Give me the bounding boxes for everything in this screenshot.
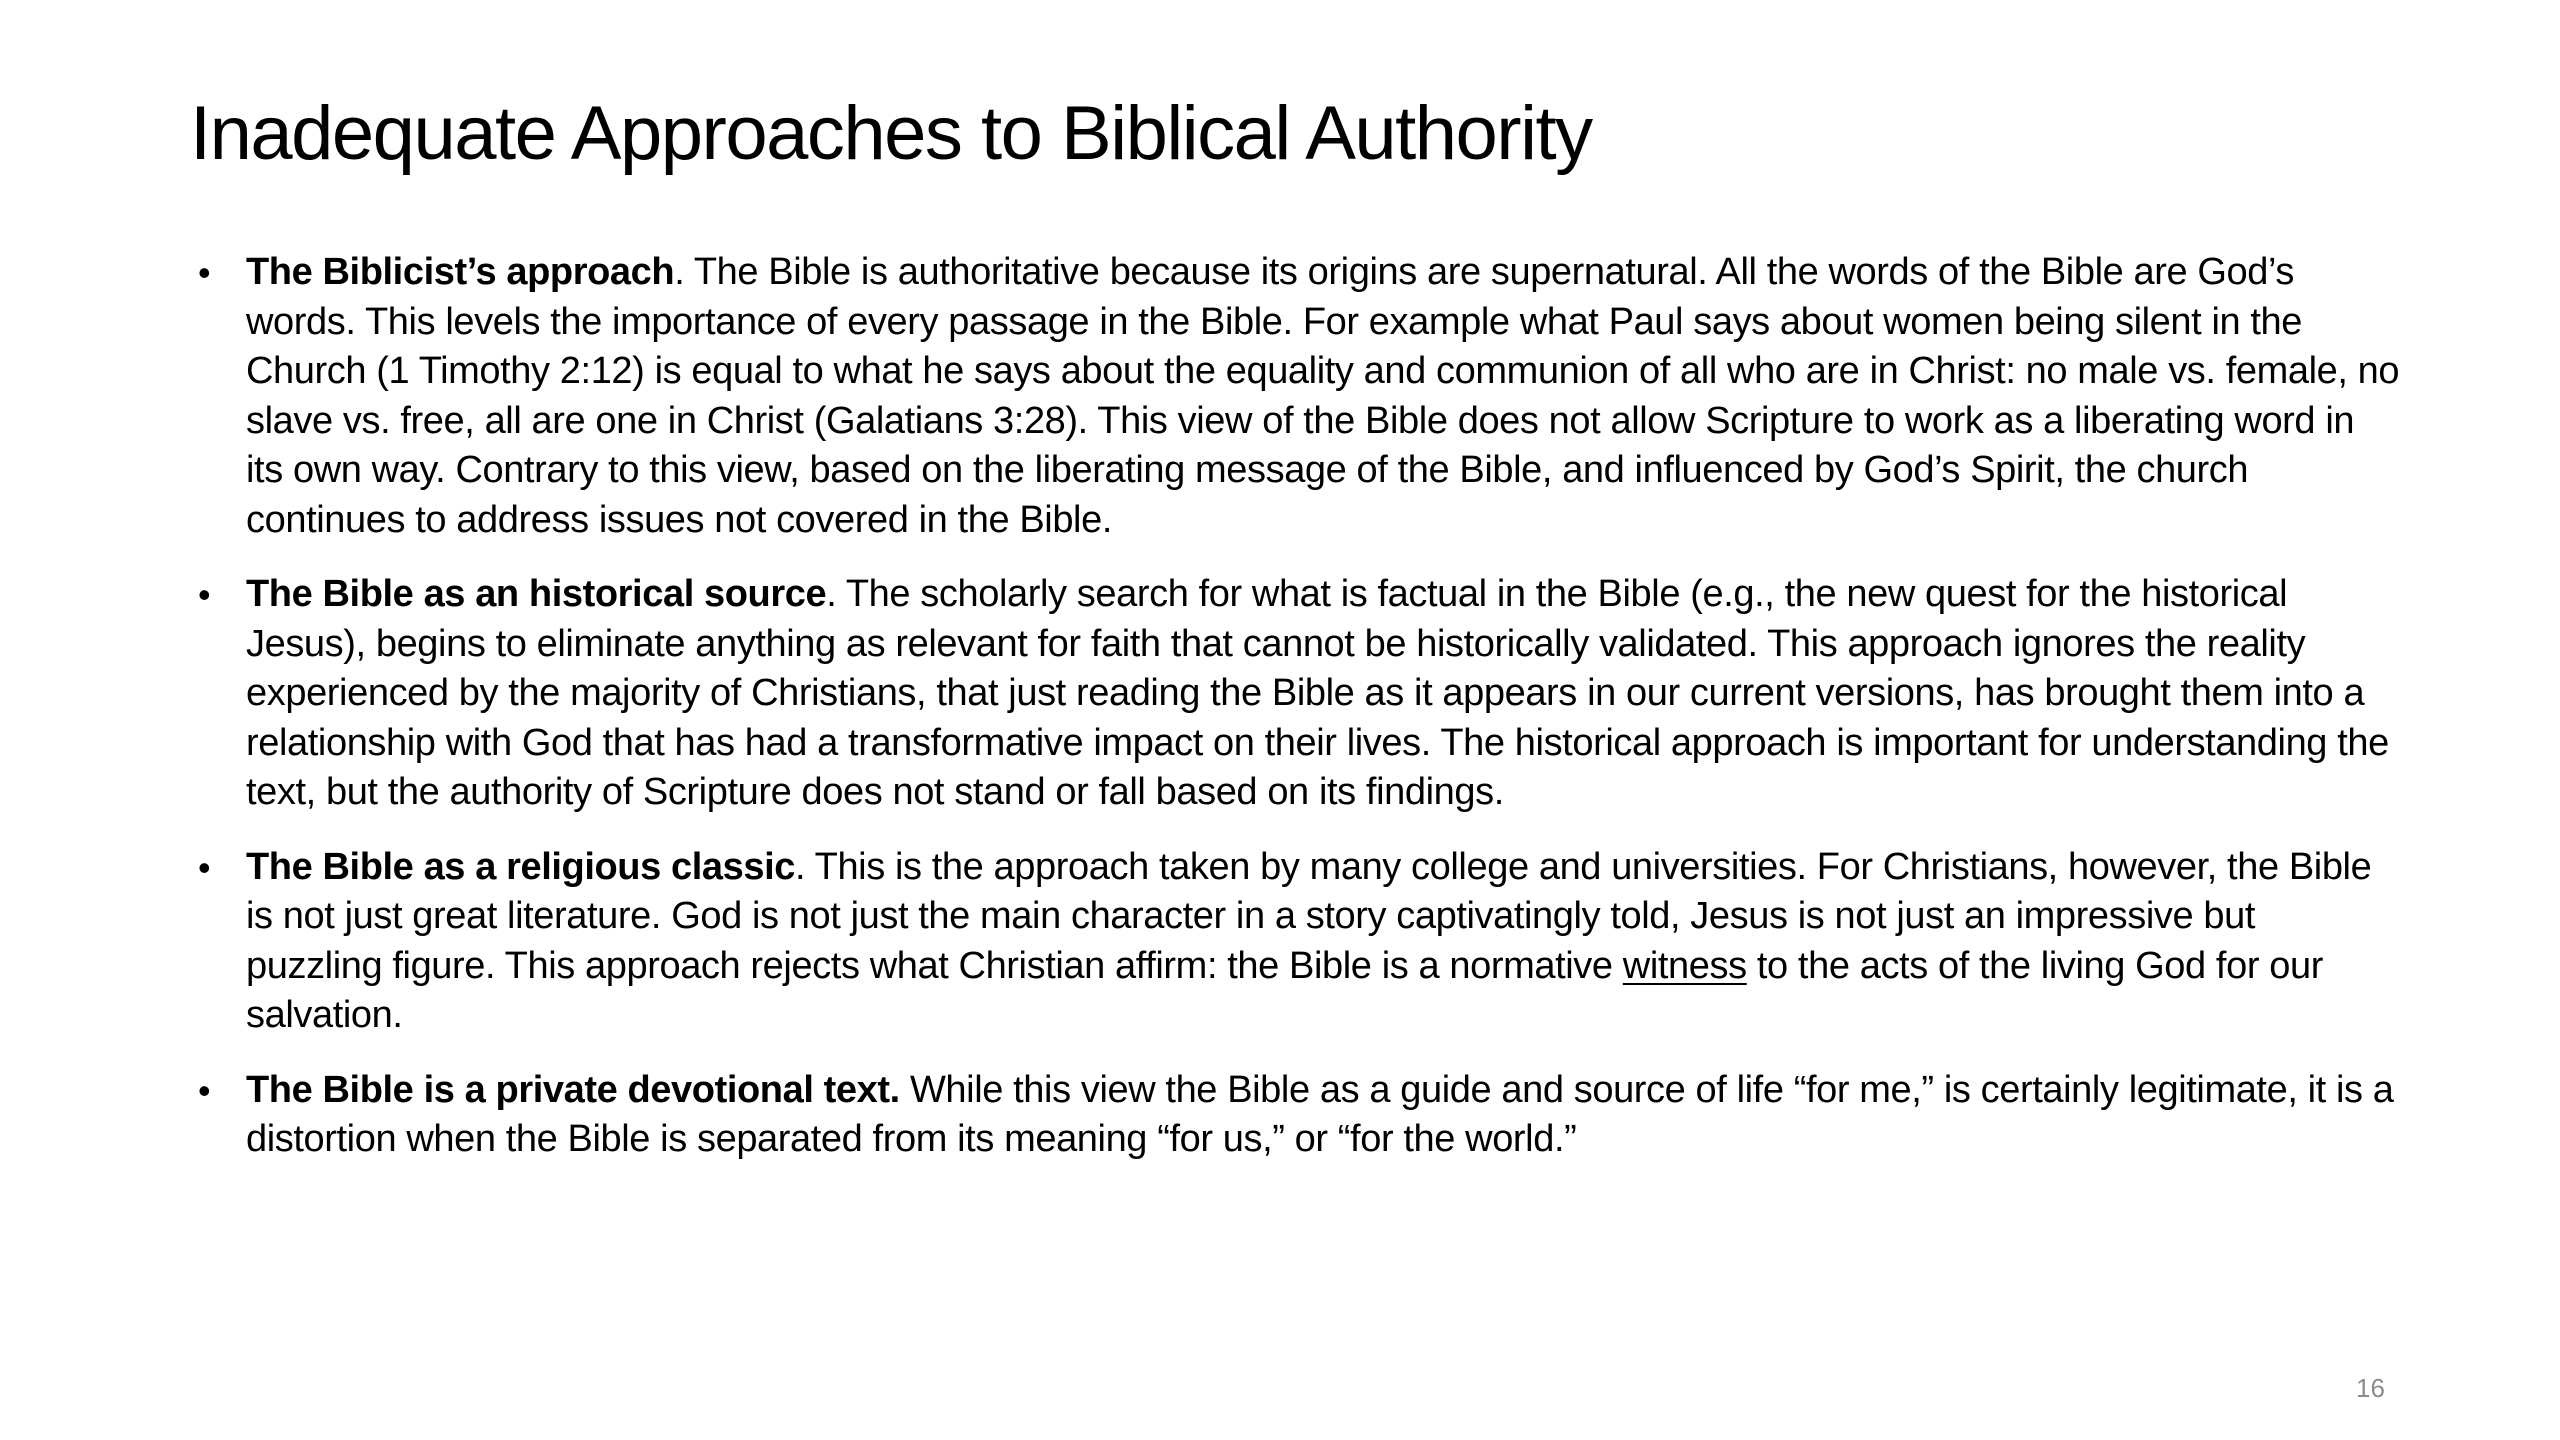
bullet-text: . The scholarly search for what is factual in the Bible (e.g., the new quest for the historical Jesus), begins to eliminate anything as relevant for faith that cannot be historically validated. This approach ignores the reality experienced by the majority of Christians, that just reading the Bible as it appears in our current versions, has brought them into a relationship with God that has had a transformative impact on their lives. The historical approach is important for understanding the text, but the authority of Scripture does not stand or fall based on its findings. (246, 573, 2389, 813)
bullet-text: While this view the Bible as a guide and source of life “for me,” is certainly legitimate, it is a distortion when the Bible is separated from its meaning “for us,” or “for the world.” (246, 1068, 2394, 1160)
bullet-icon: • (198, 252, 211, 293)
bullet-lead: The Bible is a private devotional text. (246, 1068, 900, 1111)
bullet-item-biblicist (190, 248, 2400, 545)
bullet-lead: The Biblicist’s approach (246, 251, 675, 293)
bullet-icon: • (198, 1069, 211, 1111)
bullet-list (190, 248, 2400, 1165)
bullet-text: . This is the approach taken by many college and universities. For Christians, however, the Bible is not just great literature. God is not just the main character in a story captivatingly told, Jesus is not just an impressive but puzzling figure. This approach rejects what Christian affirm: the Bible is a normative (246, 845, 2372, 987)
bullet-text: . The Bible is authoritative because its origins are supernatural. All the words of the Bible are God’s words. This levels the importance of every passage in the Bible. For example what Paul says about women being silent in the Church (1 Timothy 2:12) is equal to what he says about the equality and communion of all who are in Christ: no male vs. female, no slave vs. free, all are one in Christ (Galatians 3:28). This view of the Bible does not allow Scripture to work as a liberating word in its own way. Contrary to this view, based on the liberating message of the Bible, and influenced by God’s Spirit, the church continues to address issues not covered in the Bible. (246, 251, 2400, 541)
bullet-lead: The Bible as a religious classic (246, 845, 795, 888)
bullet-item-devotional-text (190, 1066, 2400, 1165)
bullet-lead: The Bible as an historical source (246, 573, 827, 615)
bullet-icon: • (198, 574, 211, 615)
slide-title: Inadequate Approaches to Biblical Authority (190, 91, 1592, 176)
bullet-text-after: to the acts of the living God for our salvation. (246, 944, 2323, 1036)
bullet-item-historical-source (190, 570, 2400, 818)
bullet-icon: • (198, 846, 211, 888)
page-number: 16 (2356, 1373, 2385, 1403)
underlined-word: witness (1622, 944, 1747, 987)
bullet-item-religious-classic (190, 843, 2400, 1041)
